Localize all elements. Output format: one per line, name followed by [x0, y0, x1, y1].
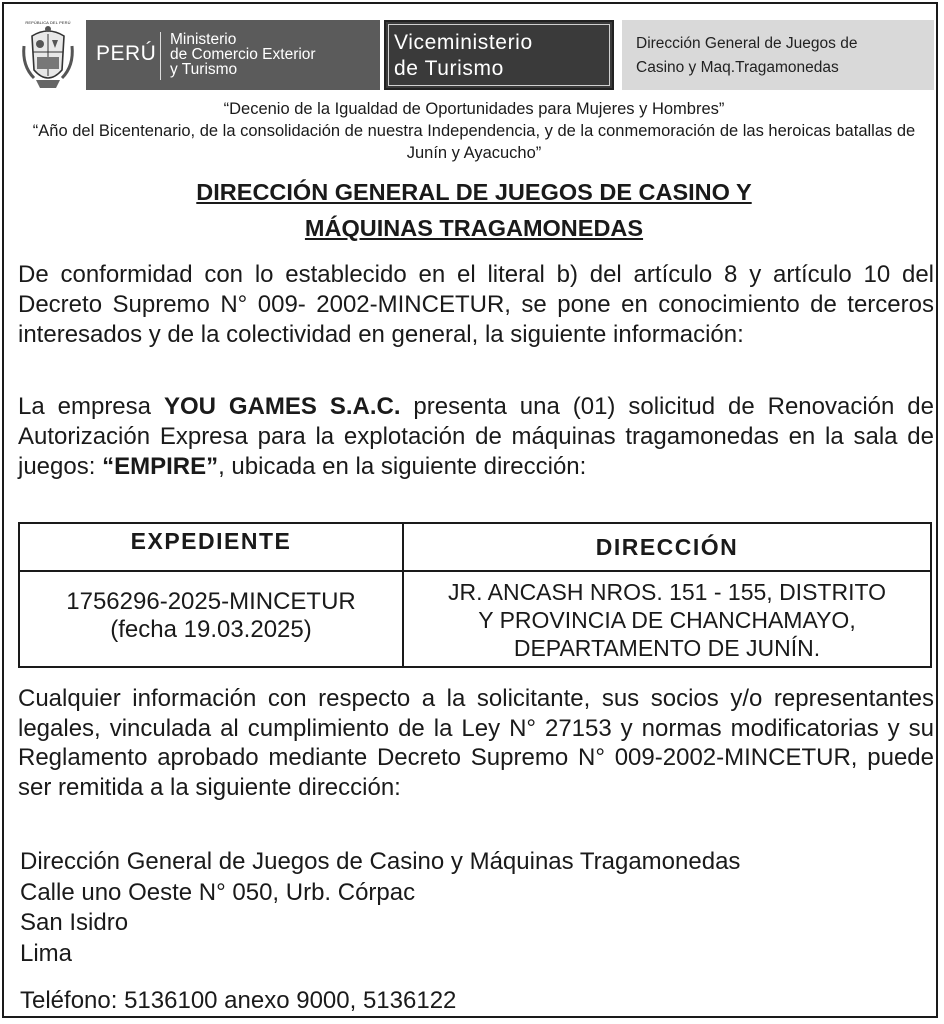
direccion-line: Y PROVINCIA DE CHANCHAMAYO, [478, 607, 856, 633]
viceministry-box [384, 20, 614, 90]
ministry-box [86, 20, 380, 90]
address-line: San Isidro [20, 909, 129, 936]
coat-caption: REPÚBLICA DEL PERÚ [25, 20, 71, 25]
header-expediente: EXPEDIENTE [130, 528, 292, 554]
dir-line: Dirección General de Juegos de [636, 35, 858, 52]
title-line: DIRECCIÓN GENERAL DE JUEGOS DE CASINO Y [196, 179, 752, 205]
expediente-line: (fecha 19.03.2025) [110, 616, 312, 643]
expediente-line: 1756296-2025-MINCETUR [66, 588, 356, 615]
slogan-decade: “Decenio de la Igualdad de Oportunidades para Mujeres y Hombres” [223, 100, 725, 118]
direccion-line: JR. ANCASH NROS. 151 - 155, DISTRITO [448, 579, 886, 605]
viceministry-name [394, 30, 533, 82]
address-line: Calle uno Oeste N° 050, Urb. Córpac [20, 878, 416, 906]
intro-paragraph: De conformidad con lo establecido en el literal b) del artículo 8 y artículo 10 del Decreto Supremo N° 009- 2002-MINCETUR, se pone en conocimiento de terceros interesados y de la colectividad en general, la siguiente información: [18, 261, 934, 348]
notice-title [14, 174, 934, 246]
room-name: “EMPIRE” [102, 453, 219, 480]
dir-line: Casino y Maq.Tragamonedas [636, 59, 839, 76]
title-line: MÁQUINAS TRAGAMONEDAS [304, 215, 644, 241]
directorate-box [622, 20, 934, 90]
ministry-name [170, 32, 316, 77]
company-name: YOU GAMES S.A.C. [163, 393, 401, 420]
direccion-line: DEPARTAMENTO DE JUNÍN. [513, 635, 821, 661]
peru-label: PERÚ [96, 42, 157, 65]
ministry-line: de Comercio Exterior [170, 46, 316, 63]
address-block [20, 847, 740, 969]
request-paragraph [18, 392, 934, 482]
table-divider [20, 570, 930, 572]
peru-divider [160, 32, 161, 80]
contact-paragraph: Cualquier información con respecto a la solicitante, sus socios y/o representantes legales, vinculada al cumplimiento de la Ley N° 27153 y normas modificatorias y su Reglamento aprobado mediante Decreto Supremo N° 009-2002-MINCETUR, puede ser remitida a la siguiente dirección: [18, 685, 934, 801]
cell-direccion [404, 578, 930, 662]
coat-of-arms [18, 16, 78, 92]
address-line: Dirección General de Juegos de Casino y Máquinas Tragamonedas [20, 848, 741, 875]
header [18, 16, 938, 94]
ministry-line: Ministerio [170, 31, 237, 48]
request-text: La empresa [18, 393, 164, 420]
cell-expediente [20, 588, 402, 644]
address-line: Lima [20, 939, 73, 967]
vice-line: de Turismo [394, 57, 504, 80]
slogan-year: “Año del Bicentenario, de la consolidación de nuestra Independencia, y de la conmemoración de las heroicas batallas de Junín y Ayacucho” [32, 122, 916, 162]
header-direccion: DIRECCIÓN [595, 534, 739, 560]
request-text: , ubicada en la siguiente dirección: [218, 453, 587, 480]
coat-of-arms-icon [18, 16, 78, 92]
ministry-line: y Turismo [170, 61, 238, 78]
expediente-table [18, 522, 932, 668]
vice-line: Viceministerio [394, 31, 533, 54]
directorate-name [636, 32, 857, 80]
request-text: presenta una (01) solicitud de Renovación de Autorización Expresa para la explotación de máquinas tragamonedas en la sala de juegos: [18, 393, 934, 480]
phone-line: Teléfono: 5136100 anexo 9000, 5136122 [20, 987, 457, 1014]
notice-page [2, 2, 938, 1018]
